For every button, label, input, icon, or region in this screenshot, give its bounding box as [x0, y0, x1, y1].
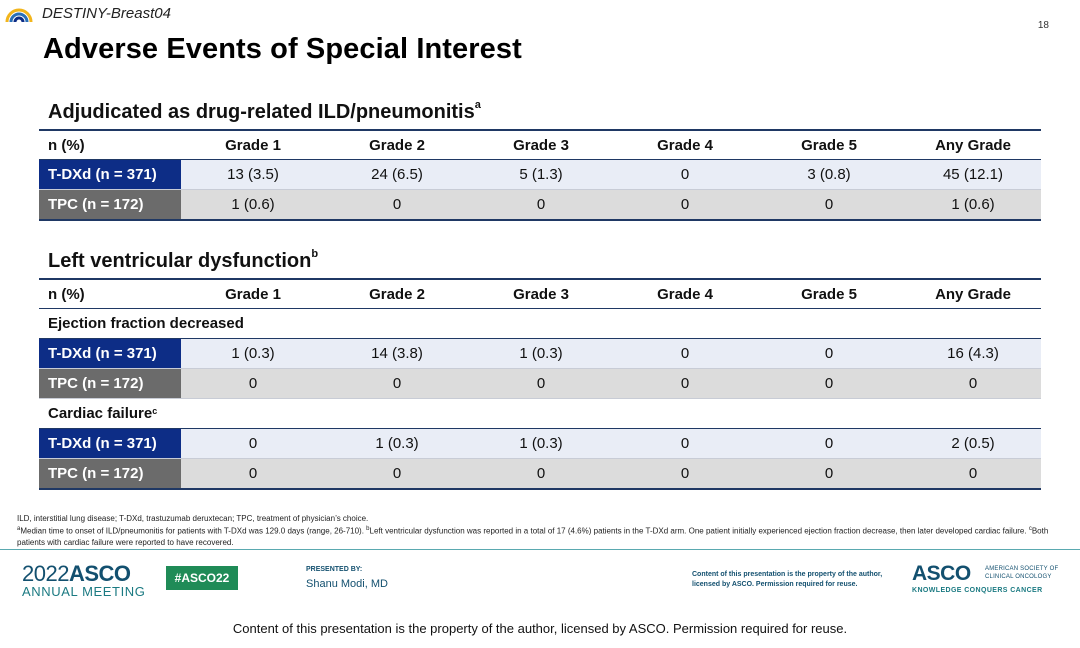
footnote-a: Median time to onset of ILD/pneumonitis for patients with T-DXd was 129.0 days (range, 26-710).	[20, 527, 367, 537]
table-row	[39, 459, 1041, 490]
table-cell: 5 (1.3)	[519, 166, 563, 183]
ild-heading-footnote-mark: a	[474, 99, 481, 112]
asco-tagline: KNOWLEDGE CONQUERS CANCER	[912, 587, 1043, 594]
table-cell: 45 (12.1)	[942, 166, 1004, 183]
column-header-grade-3: Grade 3	[513, 136, 569, 154]
lvd-section-heading	[48, 250, 318, 273]
bottom-copyright-notice: Content of this presentation is the property of the author, licensed by ASCO. Permission required for reuse.	[232, 621, 848, 636]
hashtag-badge: #ASCO22	[166, 566, 238, 590]
slide-title: Adverse Events of Special Interest	[43, 33, 522, 65]
table-cell: 0	[680, 345, 690, 362]
footnote-mark-a: a	[17, 526, 21, 533]
table-cell: 0	[824, 375, 834, 392]
table-cell: 0	[968, 375, 978, 392]
table-cell: 0	[968, 465, 978, 482]
asco-full-name: AMERICAN SOCIETY OF CLINICAL ONCOLOGY	[985, 566, 1059, 580]
table-cell: 0	[248, 435, 258, 452]
table-cell: 1 (0.3)	[231, 345, 275, 362]
table-cell: 0	[824, 435, 834, 452]
footer-copyright-notice: Content of this presentation is the property of the author, licensed by ASCO. Permission required for reuse.	[692, 571, 883, 588]
table-cell: 0	[536, 465, 546, 482]
column-header-grade-1: Grade 1	[225, 136, 281, 154]
table-cell: 24 (6.5)	[371, 166, 423, 183]
abbreviations-footnote: ILD, interstitial lung disease; T-DXd, trastuzumab deruxtecan; TPC, treatment of physician’s choice.	[17, 514, 369, 523]
table-row	[39, 339, 1041, 369]
lvd-heading-text: Left ventricular dysfunction	[48, 250, 312, 272]
table-cell: 0	[248, 465, 258, 482]
footnote-mark-c: c	[1028, 526, 1032, 533]
lvd-table	[39, 278, 1041, 490]
ejection-fraction-subheading: Ejection fraction decreased	[39, 309, 1041, 339]
lettered-footnotes	[17, 524, 1067, 548]
table-cell: 0	[536, 375, 546, 392]
table-cell: 14 (3.8)	[371, 345, 423, 362]
footnotes	[17, 513, 1067, 549]
study-name: DESTINY-Breast04	[42, 5, 171, 22]
table-cell: 0	[824, 196, 834, 213]
cardiac-failure-footnote-mark: c	[152, 405, 158, 416]
table-cell: 0	[392, 465, 402, 482]
table-cell: 0	[824, 465, 834, 482]
destiny-logo-icon	[4, 2, 34, 26]
asco-wordmark: ASCO	[912, 562, 971, 585]
table-row	[39, 190, 1041, 221]
table-row	[39, 369, 1041, 399]
arm-label-tdxd: T-DXd (n = 371)	[39, 160, 181, 189]
arm-label-tpc: TPC (n = 172)	[39, 369, 181, 398]
table-cell: 2 (0.5)	[951, 435, 995, 452]
presented-by-label: PRESENTED BY:	[306, 566, 363, 573]
table-cell: 1 (0.6)	[951, 196, 995, 213]
presenter-name: Shanu Modi, MD	[306, 578, 388, 590]
column-header-grade-5: Grade 5	[801, 285, 857, 303]
meeting-label: ANNUAL MEETING	[22, 584, 146, 599]
column-header-n: n (%)	[48, 285, 85, 303]
column-header-grade-5: Grade 5	[801, 136, 857, 154]
arm-label-tpc: TPC (n = 172)	[39, 190, 181, 219]
lvd-heading-footnote-mark: b	[311, 248, 319, 261]
table-cell: 1 (0.3)	[519, 435, 563, 452]
column-header-grade-2: Grade 2	[369, 136, 425, 154]
ild-section-heading	[48, 101, 481, 124]
table-cell: 13 (3.5)	[227, 166, 279, 183]
footnote-mark-b: b	[366, 526, 370, 533]
meeting-org: ASCO	[68, 561, 131, 586]
table-cell: 1 (0.3)	[519, 345, 563, 362]
footnote-b: Left ventricular dysfunction was reported in a total of 17 (4.6%) patients in the T-DXd arm. One patient initially experienced ejection fraction decrease, then later developed cardiac failure.	[369, 527, 1029, 537]
arm-label-tdxd: T-DXd (n = 371)	[39, 429, 181, 458]
table-row	[39, 429, 1041, 459]
asco-annual-meeting-logo	[22, 561, 146, 599]
column-header-any-grade: Any Grade	[935, 285, 1011, 303]
table-cell: 0	[536, 196, 546, 213]
table-cell: 16 (4.3)	[947, 345, 999, 362]
ild-table-header	[39, 129, 1041, 160]
table-cell: 3 (0.8)	[807, 166, 851, 183]
cardiac-failure-subheading	[39, 399, 1041, 429]
table-cell: 1 (0.6)	[231, 196, 275, 213]
ild-heading-text: Adjudicated as drug-related ILD/pneumonitis	[48, 101, 475, 123]
arm-label-tdxd: T-DXd (n = 371)	[39, 339, 181, 368]
column-header-grade-2: Grade 2	[369, 285, 425, 303]
table-cell: 0	[680, 196, 690, 213]
meeting-year: 2022	[22, 561, 69, 586]
column-header-grade-3: Grade 3	[513, 285, 569, 303]
table-cell: 1 (0.3)	[375, 435, 419, 452]
table-cell: 0	[392, 375, 402, 392]
table-row	[39, 160, 1041, 190]
column-header-grade-4: Grade 4	[657, 136, 713, 154]
table-cell: 0	[824, 345, 834, 362]
table-cell: 0	[248, 375, 258, 392]
ild-table	[39, 129, 1041, 221]
table-cell: 0	[680, 465, 690, 482]
column-header-n: n (%)	[48, 136, 85, 154]
page-number: 18	[1037, 20, 1049, 31]
table-cell: 0	[680, 435, 690, 452]
lvd-table-header	[39, 278, 1041, 309]
asco-society-logo	[912, 562, 1059, 594]
column-header-grade-1: Grade 1	[225, 285, 281, 303]
footnote-c: Both patients with cardiac failure were reported to have recovered.	[17, 527, 1049, 548]
arm-label-tpc: TPC (n = 172)	[39, 459, 181, 488]
column-header-any-grade: Any Grade	[935, 136, 1011, 154]
table-cell: 0	[392, 196, 402, 213]
column-header-grade-4: Grade 4	[657, 285, 713, 303]
footer-divider	[0, 549, 1080, 550]
table-cell: 0	[680, 166, 690, 183]
cardiac-failure-label: Cardiac failure	[48, 405, 153, 422]
table-cell: 0	[680, 375, 690, 392]
